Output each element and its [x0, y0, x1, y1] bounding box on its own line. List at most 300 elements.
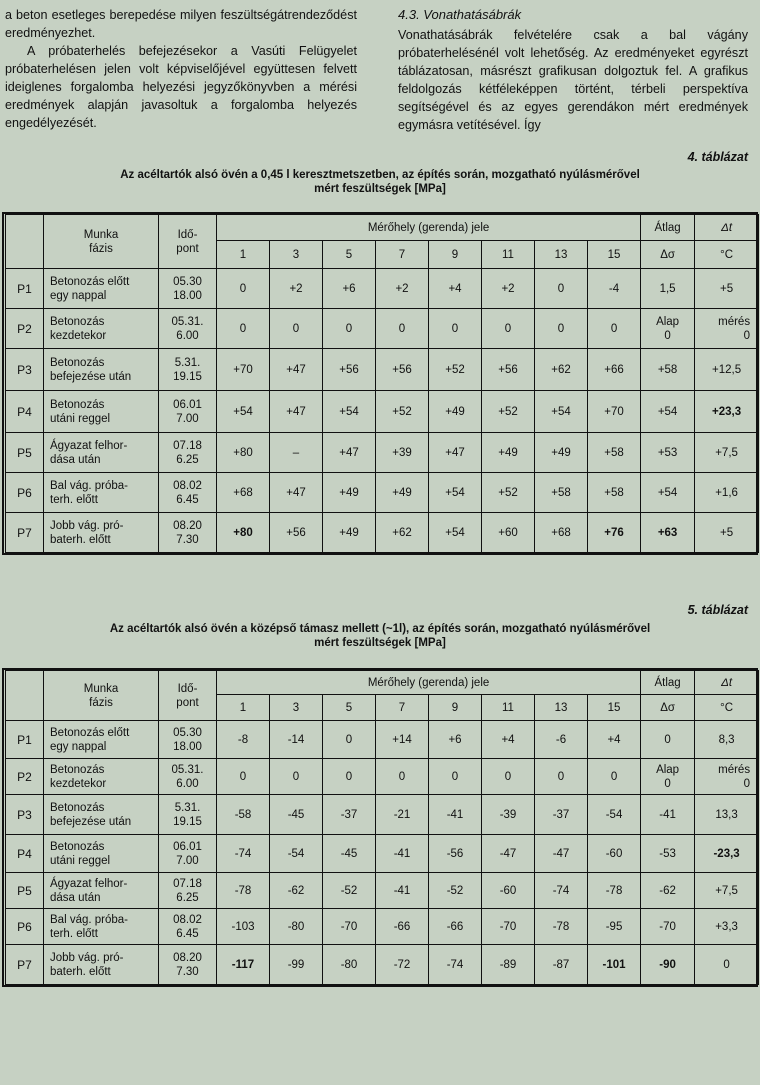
phase-line: dása után	[50, 453, 101, 466]
value-cell: 0	[217, 269, 270, 309]
dt-cell: 8,3	[695, 721, 759, 759]
time-line: 06.01	[173, 840, 202, 853]
value-cell: -41	[376, 873, 429, 909]
value-cell: +47	[429, 433, 482, 473]
row-id: P1	[6, 269, 44, 309]
table-row	[6, 945, 759, 985]
avg-cell: +63	[641, 513, 695, 553]
value-cell: -21	[376, 795, 429, 835]
time-cell	[159, 945, 217, 985]
phase-line: terh. előtt	[50, 927, 98, 940]
avg-cell: 1,5	[641, 269, 695, 309]
alap-label: Alap	[656, 763, 680, 776]
table4-label: 4. táblázat	[687, 150, 748, 164]
time-cell	[159, 433, 217, 473]
value-cell: -41	[376, 835, 429, 873]
value-cell: -89	[482, 945, 535, 985]
value-cell: -39	[482, 795, 535, 835]
avg-cell: -90	[641, 945, 695, 985]
col-header: 3	[270, 695, 323, 721]
value-cell: +60	[482, 513, 535, 553]
value-cell: +6	[429, 721, 482, 759]
row-id: P7	[6, 513, 44, 553]
time-cell	[159, 873, 217, 909]
phase-line: egy nappal	[50, 289, 107, 302]
avg-cell: +54	[641, 391, 695, 433]
value-cell: +47	[270, 349, 323, 391]
time-cell	[159, 909, 217, 945]
right-text-column	[398, 6, 748, 134]
avg-cell: -53	[641, 835, 695, 873]
value-cell: 0	[535, 269, 588, 309]
time-line: 19.15	[173, 370, 202, 383]
dt-cell: +12,5	[695, 349, 759, 391]
time-cell	[159, 309, 217, 349]
dt-value: 0	[743, 329, 751, 342]
value-cell: +54	[323, 391, 376, 433]
col-header: 7	[376, 695, 429, 721]
value-cell: +54	[217, 391, 270, 433]
value-cell: +62	[376, 513, 429, 553]
value-cell: +52	[482, 473, 535, 513]
dsigma-header: Δσ	[641, 241, 695, 269]
value-cell: 0	[270, 309, 323, 349]
value-cell: 0	[535, 309, 588, 349]
row-id: P1	[6, 721, 44, 759]
phase-line: befejezése után	[50, 815, 132, 828]
table4-caption-line2: mért feszültségek [MPa]	[314, 183, 446, 195]
value-cell: 0	[588, 309, 641, 349]
value-cell: -74	[429, 945, 482, 985]
meres-label: mérés	[718, 763, 751, 776]
value-cell: -8	[217, 721, 270, 759]
avg-cell	[641, 309, 695, 349]
value-cell: +54	[429, 473, 482, 513]
table-row	[6, 909, 759, 945]
value-cell: 0	[376, 309, 429, 349]
phase-cell	[44, 391, 159, 433]
time-line: 05.30	[173, 275, 202, 288]
value-cell: +52	[429, 349, 482, 391]
row-id: P6	[6, 909, 44, 945]
row-id: P3	[6, 795, 44, 835]
phase-cell	[44, 909, 159, 945]
time-line: 5.31.	[174, 801, 201, 814]
avg-cell	[641, 759, 695, 795]
col-header: 9	[429, 695, 482, 721]
phase-line: baterh. előtt	[50, 533, 111, 546]
value-cell: -52	[429, 873, 482, 909]
row-id: P4	[6, 391, 44, 433]
value-cell: 0	[588, 759, 641, 795]
table-row	[6, 309, 759, 349]
phase-line: Betonozás	[50, 801, 105, 814]
value-cell: 0	[323, 759, 376, 795]
value-cell: -60	[482, 873, 535, 909]
col-header: 11	[482, 241, 535, 269]
avg-cell: -62	[641, 873, 695, 909]
value-cell: +47	[323, 433, 376, 473]
dt-cell: 13,3	[695, 795, 759, 835]
value-cell: -54	[270, 835, 323, 873]
time-line: 08.20	[173, 519, 202, 532]
table-row	[6, 873, 759, 909]
phase-line: kezdetekor	[50, 329, 107, 342]
dt-cell: +3,3	[695, 909, 759, 945]
value-cell: +49	[535, 433, 588, 473]
col-header: 15	[588, 695, 641, 721]
phase-line: befejezése után	[50, 370, 132, 383]
time-line: 7.30	[176, 533, 199, 546]
dt-header: Δt	[695, 215, 759, 241]
value-cell: +47	[270, 473, 323, 513]
time-line: 05.31.	[171, 315, 204, 328]
value-cell: -80	[270, 909, 323, 945]
phase-line: kezdetekor	[50, 777, 107, 790]
value-cell: +68	[535, 513, 588, 553]
time-cell	[159, 759, 217, 795]
table-row	[6, 795, 759, 835]
phase-line: Betonozás	[50, 356, 105, 369]
value-cell: +66	[588, 349, 641, 391]
dt-cell: +1,6	[695, 473, 759, 513]
value-cell: -70	[323, 909, 376, 945]
phase-cell	[44, 759, 159, 795]
table5-caption-line1: Az acéltartók alsó övén a középső támasz mellett (~1l), az építés során, mozgatható nyúlásmérővel	[109, 623, 651, 635]
value-cell: -58	[217, 795, 270, 835]
row-id: P2	[6, 759, 44, 795]
value-cell: 0	[482, 309, 535, 349]
left-text-column	[5, 6, 357, 132]
measure-point-header: Mérőhely (gerenda) jele	[217, 671, 641, 695]
table4	[5, 214, 759, 553]
table-row	[6, 721, 759, 759]
dt-cell: +5	[695, 269, 759, 309]
left-paragraph-1: a beton esetleges berepedése milyen feszültségátrendeződést eredményezhet.	[5, 8, 357, 40]
time-cell	[159, 269, 217, 309]
value-cell: +49	[376, 473, 429, 513]
value-cell: -6	[535, 721, 588, 759]
value-cell: +56	[376, 349, 429, 391]
table5-caption	[0, 622, 760, 650]
value-cell: 0	[270, 759, 323, 795]
row-id: P2	[6, 309, 44, 349]
avg-header: Átlag	[641, 215, 695, 241]
table4-caption	[0, 168, 760, 196]
section-heading: 4.3. Vonathatásábrák	[398, 7, 522, 22]
phase-line: Betonozás	[50, 398, 105, 411]
avg-cell: +58	[641, 349, 695, 391]
time-line: 18.00	[173, 740, 202, 753]
phase-line: Ágyazat felhor-	[50, 877, 128, 890]
time-line: 08.20	[173, 951, 202, 964]
phase-line: Betonozás	[50, 763, 105, 776]
table-row	[6, 513, 759, 553]
time-line: 6.25	[176, 891, 199, 904]
phase-line: dása után	[50, 891, 101, 904]
col-header: 5	[323, 241, 376, 269]
phase-line: utáni reggel	[50, 412, 111, 425]
col-header: 1	[217, 241, 270, 269]
value-cell: +56	[323, 349, 376, 391]
value-cell: -117	[217, 945, 270, 985]
avg-value: 0	[664, 329, 671, 342]
time-line: 07.18	[173, 439, 202, 452]
value-cell: 0	[217, 309, 270, 349]
value-cell: -4	[588, 269, 641, 309]
value-cell: -52	[323, 873, 376, 909]
corner-cell	[6, 215, 44, 269]
avg-cell: -70	[641, 909, 695, 945]
row-id: P5	[6, 433, 44, 473]
table5	[5, 670, 759, 985]
phase-cell	[44, 513, 159, 553]
phase-line: Betonozás előtt	[50, 726, 130, 739]
value-cell: +49	[429, 391, 482, 433]
col-header: 5	[323, 695, 376, 721]
meres-label: mérés	[718, 315, 751, 328]
value-cell: -47	[535, 835, 588, 873]
dt-value: 0	[743, 777, 751, 790]
dt-cell: +5	[695, 513, 759, 553]
table-row	[6, 759, 759, 795]
value-cell: 0	[376, 759, 429, 795]
value-cell: -56	[429, 835, 482, 873]
time-line: 7.30	[176, 965, 199, 978]
time-cell	[159, 795, 217, 835]
value-cell: +2	[270, 269, 323, 309]
alap-label: Alap	[656, 315, 680, 328]
table-row	[6, 349, 759, 391]
phase-cell	[44, 945, 159, 985]
value-cell: +49	[323, 473, 376, 513]
col-header: 1	[217, 695, 270, 721]
time-cell	[159, 513, 217, 553]
table5-caption-line2: mért feszültségek [MPa]	[314, 637, 446, 649]
value-cell: +49	[482, 433, 535, 473]
table4-caption-line1: Az acéltartók alsó övén a 0,45 l keresztmetszetben, az építés során, mozgatható nyúlásmérővel	[120, 169, 640, 181]
right-paragraph-1: Vonathatásábrák felvételére csak a bal vágány próbaterhelésénél volt lehetőség. Az eredményeket egyrészt táblázatosan, másrészt grafikusan dolgoztuk fel. A grafikus feldolgozás kétféleképpen történt, térbeli perspektíva segítségével és az egyes gerendákon mért eredmények egymásra vetítésével. Így	[398, 28, 748, 132]
phase-line: terh. előtt	[50, 493, 98, 506]
value-cell: -99	[270, 945, 323, 985]
table-row	[6, 269, 759, 309]
avg-value: 0	[664, 777, 671, 790]
dt-cell: 0	[695, 945, 759, 985]
time-line: 07.18	[173, 877, 202, 890]
phase-line: Bal vág. próba-	[50, 479, 128, 492]
phase-line: egy nappal	[50, 740, 107, 753]
time-line: 05.31.	[171, 763, 204, 776]
value-cell: -45	[270, 795, 323, 835]
value-cell: +58	[588, 473, 641, 513]
value-cell: +76	[588, 513, 641, 553]
row-id: P3	[6, 349, 44, 391]
phase-header: Munka fázis	[44, 671, 159, 721]
phase-line: Betonozás előtt	[50, 275, 130, 288]
value-cell: -95	[588, 909, 641, 945]
value-cell: –	[270, 433, 323, 473]
value-cell: -45	[323, 835, 376, 873]
value-cell: +58	[588, 433, 641, 473]
phase-cell	[44, 433, 159, 473]
value-cell: -78	[588, 873, 641, 909]
phase-cell	[44, 795, 159, 835]
value-cell: 0	[217, 759, 270, 795]
time-line: 6.00	[176, 777, 199, 790]
time-cell	[159, 391, 217, 433]
value-cell: -74	[217, 835, 270, 873]
value-cell: -103	[217, 909, 270, 945]
table5-label: 5. táblázat	[687, 603, 748, 617]
phase-cell	[44, 349, 159, 391]
time-line: 08.02	[173, 479, 202, 492]
dt-header: Δt	[695, 671, 759, 695]
value-cell: +56	[482, 349, 535, 391]
dt-cell: +23,3	[695, 391, 759, 433]
phase-header: Munka fázis	[44, 215, 159, 269]
value-cell: +62	[535, 349, 588, 391]
table-row	[6, 473, 759, 513]
phase-line: baterh. előtt	[50, 965, 111, 978]
value-cell: -78	[217, 873, 270, 909]
phase-line: utáni reggel	[50, 854, 111, 867]
value-cell: 0	[429, 759, 482, 795]
time-cell	[159, 349, 217, 391]
value-cell: -74	[535, 873, 588, 909]
value-cell: +70	[588, 391, 641, 433]
value-cell: +70	[217, 349, 270, 391]
value-cell: 0	[429, 309, 482, 349]
time-line: 08.02	[173, 913, 202, 926]
value-cell: -101	[588, 945, 641, 985]
value-cell: -66	[429, 909, 482, 945]
time-header: Idő- pont	[159, 671, 217, 721]
phase-line: Betonozás	[50, 315, 105, 328]
value-cell: -47	[482, 835, 535, 873]
value-cell: +6	[323, 269, 376, 309]
value-cell: 0	[323, 721, 376, 759]
value-cell: 0	[323, 309, 376, 349]
value-cell: +80	[217, 513, 270, 553]
avg-cell: -41	[641, 795, 695, 835]
dt-cell	[695, 759, 759, 795]
value-cell: -78	[535, 909, 588, 945]
value-cell: +54	[535, 391, 588, 433]
value-cell: -60	[588, 835, 641, 873]
col-header: 15	[588, 241, 641, 269]
value-cell: -37	[323, 795, 376, 835]
time-line: 7.00	[176, 412, 199, 425]
time-line: 05.30	[173, 726, 202, 739]
value-cell: -41	[429, 795, 482, 835]
phase-cell	[44, 309, 159, 349]
value-cell: +47	[270, 391, 323, 433]
time-line: 06.01	[173, 398, 202, 411]
dsigma-header: Δσ	[641, 695, 695, 721]
avg-cell: 0	[641, 721, 695, 759]
row-id: P4	[6, 835, 44, 873]
value-cell: +80	[217, 433, 270, 473]
time-line: 6.45	[176, 493, 199, 506]
measure-point-header: Mérőhely (gerenda) jele	[217, 215, 641, 241]
time-cell	[159, 721, 217, 759]
value-cell: +49	[323, 513, 376, 553]
col-header: 13	[535, 695, 588, 721]
value-cell: 0	[482, 759, 535, 795]
value-cell: +4	[588, 721, 641, 759]
value-cell: +39	[376, 433, 429, 473]
value-cell: +58	[535, 473, 588, 513]
dt-cell: +7,5	[695, 433, 759, 473]
value-cell: -70	[482, 909, 535, 945]
value-cell: -54	[588, 795, 641, 835]
value-cell: -87	[535, 945, 588, 985]
table-row	[6, 391, 759, 433]
dt-cell	[695, 309, 759, 349]
col-header: 13	[535, 241, 588, 269]
phase-line: Jobb vág. pró-	[50, 951, 124, 964]
time-line: 6.00	[176, 329, 199, 342]
value-cell: -37	[535, 795, 588, 835]
time-line: 19.15	[173, 815, 202, 828]
value-cell: -14	[270, 721, 323, 759]
col-header: 9	[429, 241, 482, 269]
celsius-header: °C	[695, 241, 759, 269]
value-cell: +4	[482, 721, 535, 759]
time-header: Idő- pont	[159, 215, 217, 269]
dt-cell: -23,3	[695, 835, 759, 873]
avg-header: Átlag	[641, 671, 695, 695]
value-cell: +54	[429, 513, 482, 553]
time-line: 6.25	[176, 453, 199, 466]
row-id: P5	[6, 873, 44, 909]
phase-cell	[44, 721, 159, 759]
phase-line: Bal vág. próba-	[50, 913, 128, 926]
table-row	[6, 433, 759, 473]
row-id: P7	[6, 945, 44, 985]
phase-line: Jobb vág. pró-	[50, 519, 124, 532]
dt-cell: +7,5	[695, 873, 759, 909]
value-cell: +14	[376, 721, 429, 759]
time-cell	[159, 473, 217, 513]
value-cell: -72	[376, 945, 429, 985]
value-cell: +68	[217, 473, 270, 513]
value-cell: +2	[482, 269, 535, 309]
phase-cell	[44, 835, 159, 873]
value-cell: +2	[376, 269, 429, 309]
corner-cell	[6, 671, 44, 721]
col-header: 3	[270, 241, 323, 269]
phase-cell	[44, 269, 159, 309]
col-header: 7	[376, 241, 429, 269]
value-cell: -66	[376, 909, 429, 945]
phase-line: Betonozás	[50, 840, 105, 853]
phase-cell	[44, 473, 159, 513]
phase-line: Ágyazat felhor-	[50, 439, 128, 452]
table-row	[6, 835, 759, 873]
left-paragraph-2: A próbaterhelés befejezésekor a Vasúti Felügyelet próbaterhelésen jelen volt képviselőjével együttesen felvett ideiglenes forgalomba helyezési jegyzőkönyvben a mérési eredmények alapján javasoltuk a forgalomba helyezés engedélyezését.	[5, 44, 357, 130]
avg-cell: +54	[641, 473, 695, 513]
value-cell: +56	[270, 513, 323, 553]
time-line: 7.00	[176, 854, 199, 867]
celsius-header: °C	[695, 695, 759, 721]
time-line: 5.31.	[174, 356, 201, 369]
time-line: 18.00	[173, 289, 202, 302]
value-cell: +52	[482, 391, 535, 433]
time-cell	[159, 835, 217, 873]
value-cell: +52	[376, 391, 429, 433]
value-cell: -62	[270, 873, 323, 909]
